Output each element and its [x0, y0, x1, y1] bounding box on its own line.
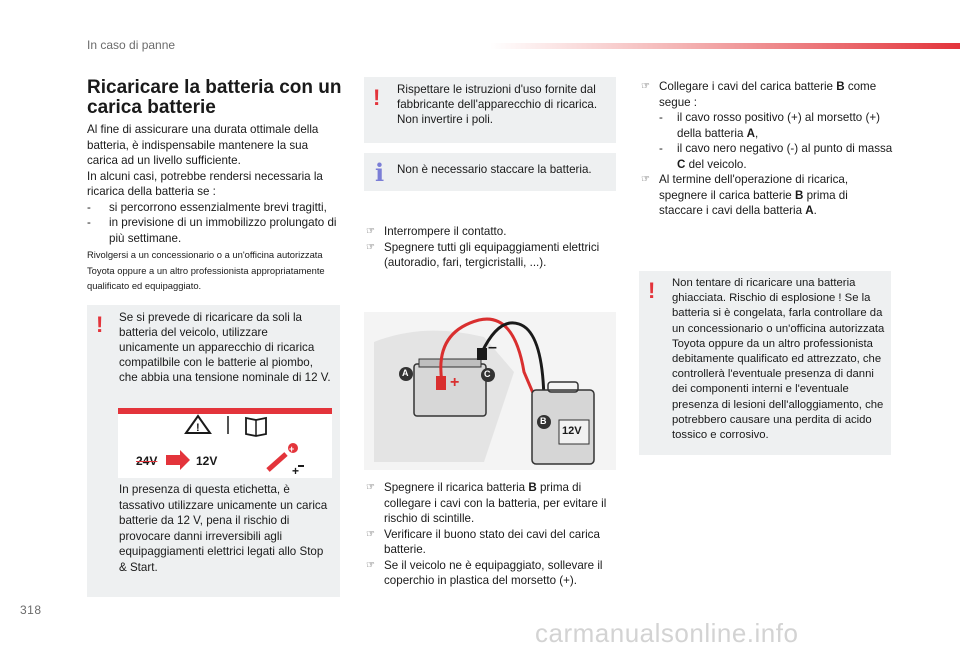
svg-text:–: –	[488, 339, 497, 356]
svg-text:!: !	[196, 422, 200, 434]
diagram-label-a: A	[402, 368, 409, 378]
svg-text:+: +	[289, 444, 295, 454]
list-item: - il cavo nero negativo (-) al punto di massa C del veicolo.	[659, 142, 893, 171]
intro-paragraph-1: Al fine di assicurare una durata ottimale della batteria, è indispensabile mantenere la sua carica ad un livello sufficiente.	[87, 123, 319, 167]
svg-text:+: +	[292, 464, 300, 478]
diagram-label-b: B	[540, 416, 547, 426]
charger-voltage-label: 12V	[562, 425, 582, 437]
list-item: ☞ Al termine dell'operazione di ricarica, spegnere il carica batterie B prima di staccare i cavi della batteria A.	[641, 173, 849, 217]
list-item: ☞ Spegnere il ricarica batteria B prima di collegare i cavi con la batteria, per evitare il rischio di scintille.	[366, 481, 607, 525]
page-title: Ricaricare la batteria con un carica batterie	[87, 77, 342, 118]
warning-icon: !	[648, 278, 656, 303]
steps-list-2	[366, 480, 618, 589]
info-box	[364, 153, 616, 191]
list-item: ☞ Se il veicolo ne è equipaggiato, sollevare il coperchio in plastica del morsetto (+).	[366, 558, 603, 587]
warning-text: Rispettare le istruzioni d'uso fornite dal fabbricante dell'apparecchio di ricarica. Non invertire i poli.	[397, 83, 598, 126]
warning-text: Non tentare di ricaricare una batteria ghiacciata. Rischio di esplosione ! Se la batteria si è congelata, farla controllare da un concessionario o un'officina autorizzata Toyota oppure da un altro professionista debitamente qualificato ed attrezzato, che controllerà l'eventuale presenza di danni dei componenti interni e l'eventuale presenza di lesioni dell'alloggiamento, che potrebbero causare una perdita di acido tossico e corrosivo.	[672, 277, 885, 442]
list-item: - il cavo rosso positivo (+) al morsetto (+) della batteria A,	[659, 111, 880, 140]
connection-steps	[641, 79, 893, 219]
diagram-illustration	[364, 312, 616, 470]
warning-icon: !	[373, 85, 381, 110]
list-item: ☞ Interrompere il contatto.	[366, 225, 507, 238]
list-item: - si percorrono essenzialmente brevi tragitti,	[87, 200, 327, 214]
steps-list-1	[366, 224, 618, 271]
svg-text:+: +	[450, 374, 460, 391]
section-header: In caso di panne	[87, 38, 176, 52]
intro-section	[87, 122, 342, 294]
diagram-label-c: C	[484, 369, 491, 379]
label-voltage-crossed: 24V	[136, 454, 158, 468]
list-item: ☞ Spegnere tutti gli equipaggiamenti elettrici (autoradio, fari, tergicristalli, ...).	[366, 240, 600, 269]
stop-start-label-image	[118, 408, 332, 478]
label-explanation-text: In presenza di questa etichetta, è tassativo utilizzare unicamente un carica batterie da 12 V, pena il rischio di provocare danni irreversibili agli equipaggiamenti elettrici legati allo Stop & Start.	[119, 483, 328, 574]
list-item: ☞ Verificare il buono stato dei cavi del carica batterie.	[366, 527, 600, 556]
page-number: 318	[20, 603, 42, 617]
list-item: ☞ Collegare i cavi del carica batterie B come segue :	[641, 80, 877, 109]
warning-box-frozen-battery	[639, 271, 891, 455]
watermark: carmanualsonline.info	[535, 618, 799, 648]
warning-box-instructions	[364, 77, 616, 143]
label-voltage: 12V	[196, 454, 218, 468]
info-text: Non è necessario staccare la batteria.	[397, 163, 592, 176]
header-accent-bar	[490, 43, 960, 49]
battery-charging-diagram	[364, 312, 616, 470]
intro-paragraph-2: In alcuni casi, potrebbe rendersi necessaria la ricarica della batteria se :	[87, 169, 323, 198]
info-icon: i	[375, 158, 385, 187]
warning-text: Se si prevede di ricaricare da soli la batteria del veicolo, utilizzare unicamente un apparecchio di ricarica compatilbile con le batterie al piombo, che abbia una tensione nominale di 12 V.	[119, 311, 331, 384]
list-item: - in previsione di un immobilizzo prolungato di più settimane.	[87, 216, 337, 245]
intro-small-note: Rivolgersi a un concessionario o a un'officina autorizzata Toyota oppure a un altro professionista appropriatamente qualificato ed equipaggiato.	[87, 249, 325, 291]
warning-icon: !	[96, 312, 104, 337]
